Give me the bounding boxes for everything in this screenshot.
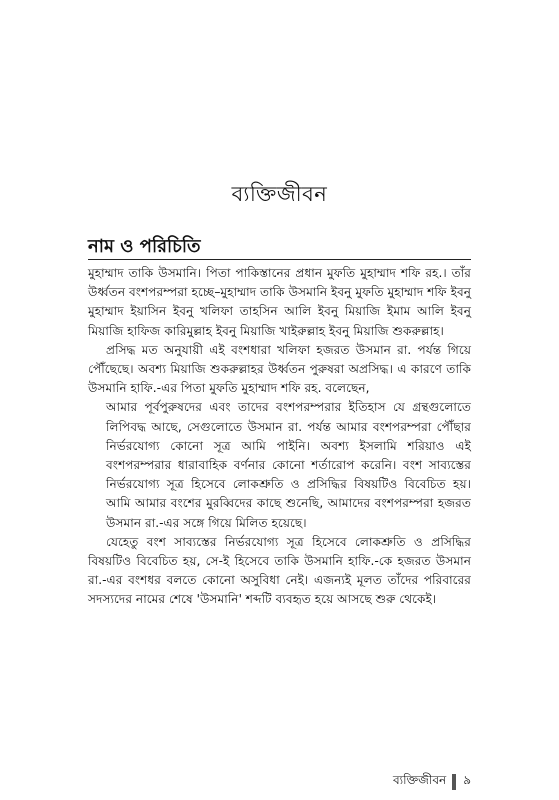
page-number: ৯: [463, 773, 471, 787]
section-divider: [88, 259, 471, 260]
paragraph: প্রসিদ্ধ মত অনুযায়ী এই বংশধারা খলিফা হজরত উসমান রা. পর্যন্ত গিয়ে পৌঁছেছে। অবশ্য মিয়াজি শুকরুল্লাহর উর্ধ্বতন পুরুষরা অপ্রসিদ্ধ। এ কারণে তাকি উসমানি হাফি.-এর পিতা মুফতি মুহাম্মাদ শফি রহ. বলেছেন,: [88, 342, 471, 396]
page-footer: [0, 772, 471, 792]
paragraph: যেহেতু বংশ সাব্যস্তের নির্ভরযোগ্য সূত্র হিসেবে লোকশ্রুতি ও প্রসিদ্ধির বিষয়টিও বিবেচিত হয়, সে-ই হিসেবে তাকি উসমানি হাফি.-কে হজরত উসমান রা.-এর বংশধর বলতে কোনো অসুবিধা নেই। এজন্যই মূলত তাঁদের পরিবারের সদস্যদের নামের শেষে 'উসমানি' শব্দটি ব্যবহৃত হয়ে আসছে শুরু থেকেই।: [88, 534, 471, 607]
block-quote: আমার পূর্বপুরুষদের এবং তাদের বংশপরম্পরার ইতিহাস যে গ্রন্থগুলোতে লিপিবদ্ধ আছে, সেগুলোতে উসমান রা. পর্যন্ত আমার বংশপরম্পরা পৌঁছার নির্ভরযোগ্য কোনো সূত্র আমি পাইনি। অবশ্য ইসলামি শরিয়াও এই বংশপরম্পরার ধারাবাহিক বর্ণনার কোনো শর্তারোপ করেনি। বংশ সাব্যস্তের নির্ভরযোগ্য সূত্র হিসেবে লোকশ্রুতি ও প্রসিদ্ধির বিষয়টিও বিবেচিত হয়। আমি আমার বংশের মুরব্বিদের কাছে শুনেছি, আমাদের বংশপরম্পরা হজরত উসমান রা.-এর সঙ্গে গিয়ে মিলিত হয়েছে।: [106, 400, 471, 530]
running-title: ব্যক্তিজীবন: [392, 773, 447, 787]
section-heading: নাম ও পরিচিতি: [88, 236, 201, 257]
chapter-title: ব্যক্তিজীবন: [231, 182, 328, 206]
paragraph: মুহাম্মাদ তাকি উসমানি। পিতা পাকিস্তানের প্রধান মুফতি মুহাম্মাদ শফি রহ.। তাঁর উর্ধ্বতন বংশপরম্পরা হচ্ছে–মুহাম্মাদ তাকি উসমানি ইবনু মুফতি মুহাম্মাদ শফি ইবনু মুহাম্মাদ ইয়াসিন ইবনু খলিফা তাহসিন আলি ইবনু মিয়াজি ইমাম আলি ইবনু মিয়াজি হাফিজ কারিমুল্লাহ ইবনু মিয়াজি খাইরুল্লাহ ইবনু মিয়াজি শুকরুল্লাহ।: [88, 266, 471, 338]
footer-separator: [452, 774, 456, 790]
body-text: [88, 264, 471, 610]
